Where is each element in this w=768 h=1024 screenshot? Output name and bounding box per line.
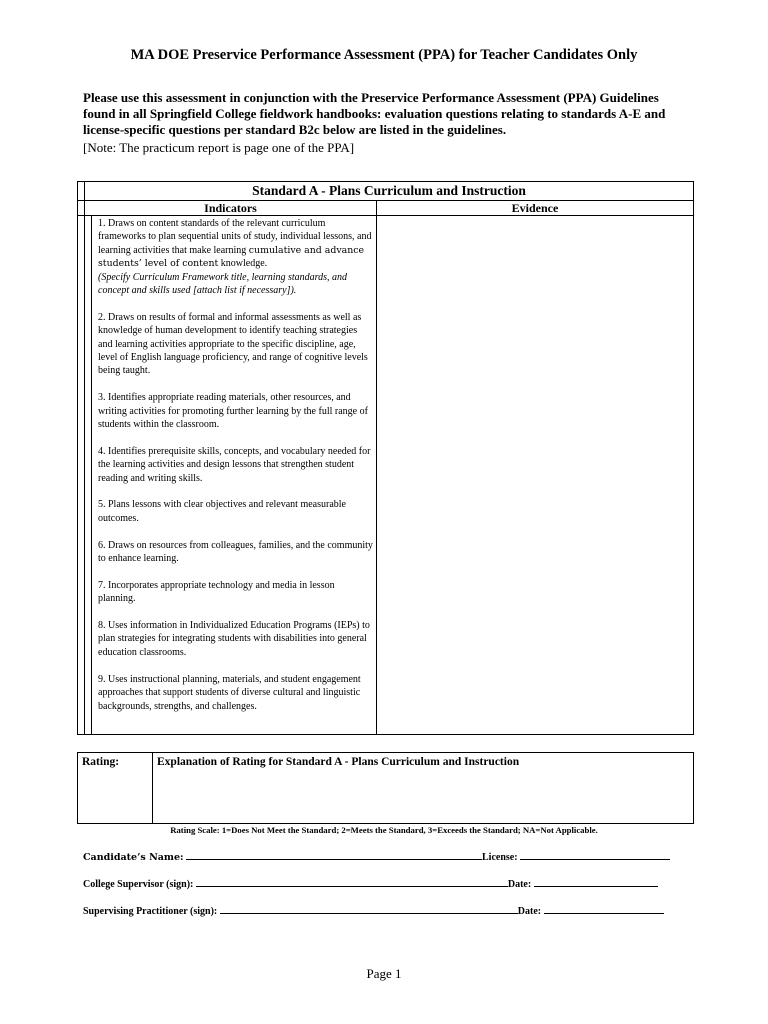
rating-label: Rating:: [82, 756, 120, 768]
rating-field[interactable]: [78, 753, 153, 824]
blank-cell: [78, 216, 85, 735]
blank-cell: [78, 201, 85, 216]
indicator-1-text: knowledge.: [220, 258, 268, 270]
page-title: MA DOE Preservice Performance Assessment (PPA) for Teacher Candidates Only: [130, 47, 638, 63]
evidence-header: Evidence: [377, 201, 694, 216]
indicator-3: 3. Identifies appropriate reading materials, other resources, and writing activities for promoting further learning by the full range of students within the classroom.: [98, 392, 368, 431]
standard-title: Standard A - Plans Curriculum and Instruction: [85, 182, 694, 201]
practitioner-signature-row: [83, 903, 664, 917]
indicator-9: 9. Uses instructional planning, materials, and student engagement approaches that support students of diverse cultural and linguistic backgrounds, strengths, and challenges.: [98, 673, 361, 712]
practitioner-date-line[interactable]: [544, 903, 664, 914]
supervising-practitioner-label: Supervising Practitioner (sign):: [83, 906, 218, 917]
candidate-name-label: Candidate’s Name:: [83, 852, 184, 863]
practitioner-date-label: Date:: [517, 906, 542, 917]
rating-scale: Rating Scale: 1=Does Not Meet the Standard; 2=Meets the Standard, 3=Exceeds the Standard; NA=Not Applicable.: [170, 825, 598, 835]
rating-explanation-field[interactable]: [153, 753, 694, 824]
rating-explanation-label: Explanation of Rating for Standard A - Plans Curriculum and Instruction: [157, 756, 520, 768]
license-line[interactable]: [520, 849, 670, 860]
supervising-practitioner-line[interactable]: [220, 903, 518, 914]
indicator-8: 8. Uses information in Individualized Education Programs (IEPs) to plan strategies for integrating students with disabilities into general education classrooms.: [98, 620, 370, 658]
supervisor-date-line[interactable]: [534, 876, 658, 887]
indicator-1-text: 1. Draws on content standards of the relevant curriculum frameworks to plan sequential units of study, individual lessons, and learning activities that make learning: [98, 218, 372, 256]
indicator-6: 6. Draws on resources from colleagues, families, and the community to enhance learning.: [98, 539, 373, 565]
college-supervisor-label: College Supervisor (sign):: [83, 879, 194, 890]
page-number: Page 1: [366, 966, 402, 981]
supervisor-date-label: Date:: [507, 879, 532, 890]
evidence-field[interactable]: [377, 216, 694, 735]
indicators-cell: [92, 216, 377, 735]
candidate-name-line[interactable]: [186, 849, 482, 860]
indicator-5: 5. Plans lessons with clear objectives and relevant measurable outcomes.: [98, 499, 346, 524]
blank-cell: [85, 216, 92, 735]
indicator-7: 7. Incorporates appropriate technology and media in lesson planning.: [98, 579, 335, 605]
indicator-4: 4. Identifies prerequisite skills, concepts, and vocabulary needed for the learning activities and design lessons that strengthen student reading and writing skills.: [98, 445, 371, 484]
blank-cell: [78, 182, 85, 201]
indicator-2: 2. Draws on results of formal and informal assessments as well as knowledge of human development to identify teaching strategies and learning activities appropriate to the specific discipline, age, level of English language proficiency, and range of cognitive levels being taught.: [98, 311, 368, 377]
college-supervisor-line[interactable]: [196, 876, 508, 887]
practicum-note: [Note: The practicum report is page one of the PPA]: [83, 140, 355, 155]
candidate-signature-row: [83, 849, 670, 863]
intro-instructions: Please use this assessment in conjunction with the Preservice Performance Assessment (PPA) Guidelines found in all Springfield College fieldwork handbooks: evaluation questions relating to standards A-E and license-specific questions per standard B2c below are listed in the guidelines.: [83, 90, 666, 137]
indicator-1-text: cumulative and advance students’ level of content: [98, 244, 365, 270]
indicator-1: [98, 217, 373, 297]
standard-a-table: [77, 181, 694, 735]
rating-table: [77, 752, 694, 824]
indicators-header: Indicators: [85, 201, 377, 216]
supervisor-signature-row: [83, 876, 658, 890]
license-label: License:: [482, 852, 518, 863]
indicator-1-note: (Specify Curriculum Framework title, learning standards, and concept and skills used [attach list if necessary]).: [98, 271, 348, 297]
